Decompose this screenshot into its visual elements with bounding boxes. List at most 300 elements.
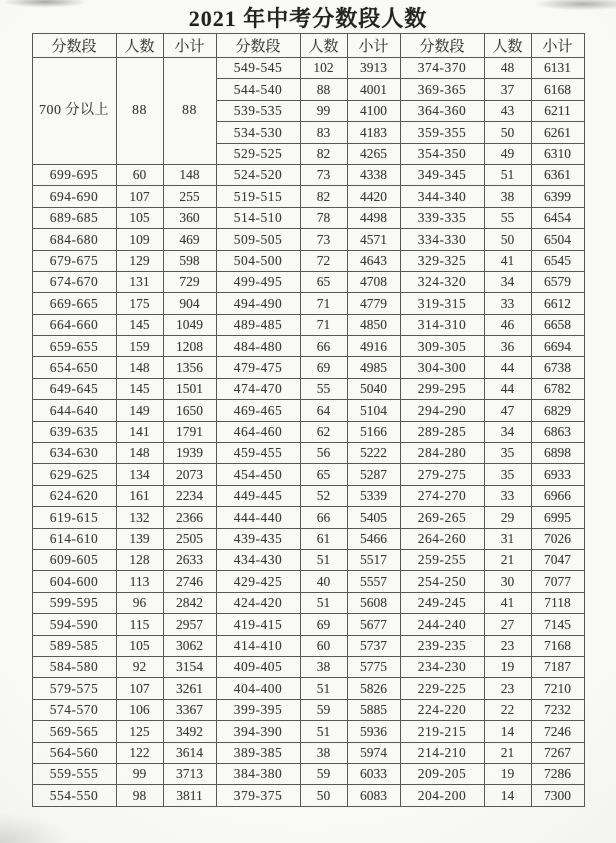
score-range-cell: 259-255 <box>400 549 484 570</box>
count-cell: 96 <box>116 592 163 613</box>
column-header: 分数段 <box>216 34 300 58</box>
subtotal-cell: 88 <box>163 58 216 165</box>
subtotal-cell: 6131 <box>531 58 584 79</box>
count-cell: 99 <box>300 100 347 121</box>
count-cell: 50 <box>484 122 531 143</box>
count-cell: 49 <box>484 143 531 164</box>
count-cell: 88 <box>300 79 347 100</box>
table-row <box>32 186 584 207</box>
subtotal-cell: 2842 <box>163 592 216 613</box>
table-row <box>32 464 584 485</box>
score-range-cell: 249-245 <box>400 592 484 613</box>
subtotal-cell: 6898 <box>531 443 584 464</box>
subtotal-cell: 7118 <box>531 592 584 613</box>
subtotal-cell: 5557 <box>347 571 400 592</box>
count-cell: 145 <box>116 314 163 335</box>
subtotal-cell: 5936 <box>347 721 400 742</box>
count-cell: 115 <box>116 614 163 635</box>
count-cell: 122 <box>116 742 163 763</box>
subtotal-cell: 5287 <box>347 464 400 485</box>
table-row <box>32 314 584 335</box>
subtotal-cell: 7267 <box>531 742 584 763</box>
score-range-cell: 619-615 <box>32 507 116 528</box>
score-range-cell: 349-345 <box>400 164 484 185</box>
count-cell: 132 <box>116 507 163 528</box>
score-range-cell: 399-395 <box>216 699 300 720</box>
subtotal-cell: 7047 <box>531 549 584 570</box>
count-cell: 46 <box>484 314 531 335</box>
score-range-cell: 219-215 <box>400 721 484 742</box>
table-row <box>32 785 584 806</box>
score-range-cell: 434-430 <box>216 549 300 570</box>
score-range-cell: 204-200 <box>400 785 484 806</box>
table-row <box>32 271 584 292</box>
count-cell: 30 <box>484 571 531 592</box>
subtotal-cell: 6658 <box>531 314 584 335</box>
score-range-cell: 244-240 <box>400 614 484 635</box>
count-cell: 92 <box>116 656 163 677</box>
table-row <box>32 571 584 592</box>
count-cell: 149 <box>116 400 163 421</box>
subtotal-cell: 7246 <box>531 721 584 742</box>
count-cell: 29 <box>484 507 531 528</box>
subtotal-cell: 1356 <box>163 357 216 378</box>
subtotal-cell: 4571 <box>347 229 400 250</box>
count-cell: 134 <box>116 464 163 485</box>
count-cell: 105 <box>116 635 163 656</box>
subtotal-cell: 7077 <box>531 571 584 592</box>
score-range-cell: 389-385 <box>216 742 300 763</box>
score-range-cell: 674-670 <box>32 271 116 292</box>
score-range-cell: 549-545 <box>216 58 300 79</box>
score-range-cell: 324-320 <box>400 271 484 292</box>
table-body <box>32 58 584 807</box>
column-header: 人数 <box>116 34 163 58</box>
score-range-cell: 604-600 <box>32 571 116 592</box>
count-cell: 82 <box>300 186 347 207</box>
column-header: 小计 <box>347 34 400 58</box>
score-range-cell: 474-470 <box>216 378 300 399</box>
score-range-cell: 669-665 <box>32 293 116 314</box>
table-row <box>32 721 584 742</box>
score-range-cell: 319-315 <box>400 293 484 314</box>
count-cell: 50 <box>300 785 347 806</box>
count-cell: 14 <box>484 721 531 742</box>
subtotal-cell: 469 <box>163 229 216 250</box>
count-cell: 50 <box>484 229 531 250</box>
table-row <box>32 742 584 763</box>
score-range-cell: 439-435 <box>216 528 300 549</box>
count-cell: 62 <box>300 421 347 442</box>
score-range-cell: 269-265 <box>400 507 484 528</box>
count-cell: 109 <box>116 229 163 250</box>
score-range-cell: 234-230 <box>400 656 484 677</box>
count-cell: 43 <box>484 100 531 121</box>
column-header: 小计 <box>163 34 216 58</box>
count-cell: 107 <box>116 186 163 207</box>
score-range-cell: 459-455 <box>216 443 300 464</box>
subtotal-cell: 6399 <box>531 186 584 207</box>
score-range-cell: 659-655 <box>32 336 116 357</box>
count-cell: 60 <box>300 635 347 656</box>
subtotal-cell: 255 <box>163 186 216 207</box>
score-range-cell: 479-475 <box>216 357 300 378</box>
score-range-cell: 594-590 <box>32 614 116 635</box>
score-range-cell: 359-355 <box>400 122 484 143</box>
score-range-cell: 519-515 <box>216 186 300 207</box>
subtotal-cell: 904 <box>163 293 216 314</box>
score-range-cell: 369-365 <box>400 79 484 100</box>
subtotal-cell: 2957 <box>163 614 216 635</box>
count-cell: 145 <box>116 378 163 399</box>
subtotal-cell: 6966 <box>531 485 584 506</box>
count-cell: 64 <box>300 400 347 421</box>
count-cell: 69 <box>300 357 347 378</box>
score-range-cell: 469-465 <box>216 400 300 421</box>
table-row <box>32 656 584 677</box>
score-range-cell: 344-340 <box>400 186 484 207</box>
count-cell: 19 <box>484 763 531 784</box>
subtotal-cell: 4708 <box>347 271 400 292</box>
score-range-cell: 409-405 <box>216 656 300 677</box>
subtotal-cell: 3062 <box>163 635 216 656</box>
count-cell: 19 <box>484 656 531 677</box>
count-cell: 35 <box>484 464 531 485</box>
count-cell: 113 <box>116 571 163 592</box>
count-cell: 125 <box>116 721 163 742</box>
score-range-cell: 274-270 <box>400 485 484 506</box>
score-range-cell: 694-690 <box>32 186 116 207</box>
count-cell: 47 <box>484 400 531 421</box>
score-range-cell: 609-605 <box>32 549 116 570</box>
count-cell: 38 <box>300 656 347 677</box>
score-range-cell: 569-565 <box>32 721 116 742</box>
subtotal-cell: 7168 <box>531 635 584 656</box>
subtotal-cell: 4183 <box>347 122 400 143</box>
score-range-cell: 509-505 <box>216 229 300 250</box>
subtotal-cell: 6829 <box>531 400 584 421</box>
count-cell: 38 <box>484 186 531 207</box>
score-range-cell: 354-350 <box>400 143 484 164</box>
count-cell: 107 <box>116 678 163 699</box>
count-cell: 33 <box>484 485 531 506</box>
count-cell: 51 <box>300 592 347 613</box>
score-range-cell: 464-460 <box>216 421 300 442</box>
count-cell: 37 <box>484 79 531 100</box>
subtotal-cell: 7286 <box>531 763 584 784</box>
subtotal-cell: 4985 <box>347 357 400 378</box>
count-cell: 44 <box>484 357 531 378</box>
count-cell: 41 <box>484 250 531 271</box>
subtotal-cell: 3713 <box>163 763 216 784</box>
score-range-cell: 364-360 <box>400 100 484 121</box>
score-range-cell: 579-575 <box>32 678 116 699</box>
subtotal-cell: 6738 <box>531 357 584 378</box>
count-cell: 66 <box>300 507 347 528</box>
score-range-cell: 419-415 <box>216 614 300 635</box>
count-cell: 59 <box>300 699 347 720</box>
score-range-cell: 524-520 <box>216 164 300 185</box>
subtotal-cell: 5104 <box>347 400 400 421</box>
column-header: 分数段 <box>400 34 484 58</box>
subtotal-cell: 6310 <box>531 143 584 164</box>
subtotal-cell: 5040 <box>347 378 400 399</box>
subtotal-cell: 4338 <box>347 164 400 185</box>
subtotal-cell: 5677 <box>347 614 400 635</box>
subtotal-cell: 7145 <box>531 614 584 635</box>
count-cell: 34 <box>484 421 531 442</box>
score-range-cell: 304-300 <box>400 357 484 378</box>
subtotal-cell: 5405 <box>347 507 400 528</box>
score-range-cell: 624-620 <box>32 485 116 506</box>
score-range-cell: 684-680 <box>32 229 116 250</box>
count-cell: 48 <box>484 58 531 79</box>
score-range-cell: 649-645 <box>32 378 116 399</box>
score-range-cell: 494-490 <box>216 293 300 314</box>
score-range-cell: 639-635 <box>32 421 116 442</box>
count-cell: 106 <box>116 699 163 720</box>
score-range-cell: 414-410 <box>216 635 300 656</box>
subtotal-cell: 4100 <box>347 100 400 121</box>
count-cell: 34 <box>484 271 531 292</box>
count-cell: 71 <box>300 314 347 335</box>
score-range-cell: 454-450 <box>216 464 300 485</box>
score-range-cell: 254-250 <box>400 571 484 592</box>
page-title: 2021 年中考分数段人数 <box>188 6 428 31</box>
table-row <box>32 58 584 79</box>
subtotal-cell: 5339 <box>347 485 400 506</box>
count-cell: 71 <box>300 293 347 314</box>
count-cell: 55 <box>300 378 347 399</box>
subtotal-cell: 6545 <box>531 250 584 271</box>
subtotal-cell: 7210 <box>531 678 584 699</box>
score-range-cell: 239-235 <box>400 635 484 656</box>
count-cell: 72 <box>300 250 347 271</box>
score-range-cell: 644-640 <box>32 400 116 421</box>
count-cell: 23 <box>484 635 531 656</box>
score-range-cell: 574-570 <box>32 699 116 720</box>
subtotal-cell: 4001 <box>347 79 400 100</box>
count-cell: 69 <box>300 614 347 635</box>
score-range-cell: 529-525 <box>216 143 300 164</box>
count-cell: 60 <box>116 164 163 185</box>
score-range-cell: 679-675 <box>32 250 116 271</box>
count-cell: 73 <box>300 229 347 250</box>
count-cell: 131 <box>116 271 163 292</box>
subtotal-cell: 2073 <box>163 464 216 485</box>
subtotal-cell: 148 <box>163 164 216 185</box>
table-row <box>32 207 584 228</box>
subtotal-cell: 4643 <box>347 250 400 271</box>
count-cell: 141 <box>116 421 163 442</box>
subtotal-cell: 6261 <box>531 122 584 143</box>
subtotal-cell: 3154 <box>163 656 216 677</box>
merged-score-range-cell: 700 分以上 <box>32 58 116 165</box>
count-cell: 21 <box>484 742 531 763</box>
table-row <box>32 763 584 784</box>
score-range-cell: 224-220 <box>400 699 484 720</box>
count-cell: 78 <box>300 207 347 228</box>
score-range-cell: 504-500 <box>216 250 300 271</box>
subtotal-cell: 2366 <box>163 507 216 528</box>
count-cell: 14 <box>484 785 531 806</box>
score-range-cell: 299-295 <box>400 378 484 399</box>
subtotal-cell: 3913 <box>347 58 400 79</box>
subtotal-cell: 7026 <box>531 528 584 549</box>
score-range-cell: 589-585 <box>32 635 116 656</box>
table-row <box>32 635 584 656</box>
column-header: 小计 <box>531 34 584 58</box>
subtotal-cell: 4779 <box>347 293 400 314</box>
score-range-cell: 429-425 <box>216 571 300 592</box>
count-cell: 65 <box>300 271 347 292</box>
count-cell: 35 <box>484 443 531 464</box>
subtotal-cell: 4850 <box>347 314 400 335</box>
table-row <box>32 485 584 506</box>
subtotal-cell: 4420 <box>347 186 400 207</box>
score-range-cell: 404-400 <box>216 678 300 699</box>
score-range-cell: 394-390 <box>216 721 300 742</box>
subtotal-cell: 1939 <box>163 443 216 464</box>
table-row <box>32 699 584 720</box>
score-range-cell: 279-275 <box>400 464 484 485</box>
subtotal-cell: 6782 <box>531 378 584 399</box>
subtotal-cell: 6033 <box>347 763 400 784</box>
subtotal-cell: 6504 <box>531 229 584 250</box>
subtotal-cell: 6211 <box>531 100 584 121</box>
count-cell: 148 <box>116 357 163 378</box>
count-cell: 175 <box>116 293 163 314</box>
score-distribution-table <box>32 33 585 807</box>
table-row <box>32 549 584 570</box>
subtotal-cell: 5974 <box>347 742 400 763</box>
count-cell: 22 <box>484 699 531 720</box>
count-cell: 51 <box>300 549 347 570</box>
score-range-cell: 554-550 <box>32 785 116 806</box>
score-range-cell: 449-445 <box>216 485 300 506</box>
score-range-cell: 374-370 <box>400 58 484 79</box>
subtotal-cell: 6579 <box>531 271 584 292</box>
score-range-cell: 664-660 <box>32 314 116 335</box>
subtotal-cell: 6454 <box>531 207 584 228</box>
count-cell: 73 <box>300 164 347 185</box>
score-range-cell: 444-440 <box>216 507 300 528</box>
subtotal-cell: 6694 <box>531 336 584 357</box>
count-cell: 40 <box>300 571 347 592</box>
score-range-cell: 289-285 <box>400 421 484 442</box>
count-cell: 55 <box>484 207 531 228</box>
score-range-cell: 584-580 <box>32 656 116 677</box>
score-range-cell: 264-260 <box>400 528 484 549</box>
count-cell: 159 <box>116 336 163 357</box>
score-range-cell: 309-305 <box>400 336 484 357</box>
table-row <box>32 293 584 314</box>
subtotal-cell: 3261 <box>163 678 216 699</box>
count-cell: 44 <box>484 378 531 399</box>
subtotal-cell: 598 <box>163 250 216 271</box>
subtotal-cell: 3614 <box>163 742 216 763</box>
score-range-cell: 424-420 <box>216 592 300 613</box>
subtotal-cell: 5466 <box>347 528 400 549</box>
table-row <box>32 421 584 442</box>
count-cell: 27 <box>484 614 531 635</box>
count-cell: 161 <box>116 485 163 506</box>
count-cell: 23 <box>484 678 531 699</box>
subtotal-cell: 7300 <box>531 785 584 806</box>
count-cell: 56 <box>300 443 347 464</box>
score-range-cell: 284-280 <box>400 443 484 464</box>
subtotal-cell: 5826 <box>347 678 400 699</box>
subtotal-cell: 3811 <box>163 785 216 806</box>
count-cell: 102 <box>300 58 347 79</box>
score-range-cell: 629-625 <box>32 464 116 485</box>
table-row <box>32 614 584 635</box>
subtotal-cell: 7187 <box>531 656 584 677</box>
subtotal-cell: 5222 <box>347 443 400 464</box>
count-cell: 66 <box>300 336 347 357</box>
subtotal-cell: 6995 <box>531 507 584 528</box>
table-row <box>32 336 584 357</box>
count-cell: 61 <box>300 528 347 549</box>
subtotal-cell: 2746 <box>163 571 216 592</box>
score-range-cell: 689-685 <box>32 207 116 228</box>
subtotal-cell: 3492 <box>163 721 216 742</box>
count-cell: 38 <box>300 742 347 763</box>
subtotal-cell: 1049 <box>163 314 216 335</box>
score-range-cell: 654-650 <box>32 357 116 378</box>
count-cell: 51 <box>300 678 347 699</box>
table-row <box>32 164 584 185</box>
score-range-cell: 539-535 <box>216 100 300 121</box>
subtotal-cell: 6933 <box>531 464 584 485</box>
count-cell: 88 <box>116 58 163 165</box>
table-row <box>32 678 584 699</box>
table-row <box>32 592 584 613</box>
subtotal-cell: 2633 <box>163 549 216 570</box>
column-header: 人数 <box>484 34 531 58</box>
subtotal-cell: 5517 <box>347 549 400 570</box>
count-cell: 129 <box>116 250 163 271</box>
score-range-cell: 339-335 <box>400 207 484 228</box>
score-range-cell: 489-485 <box>216 314 300 335</box>
score-range-cell: 484-480 <box>216 336 300 357</box>
score-range-cell: 209-205 <box>400 763 484 784</box>
score-range-cell: 314-310 <box>400 314 484 335</box>
subtotal-cell: 5885 <box>347 699 400 720</box>
score-range-cell: 329-325 <box>400 250 484 271</box>
subtotal-cell: 4265 <box>347 143 400 164</box>
subtotal-cell: 4498 <box>347 207 400 228</box>
count-cell: 98 <box>116 785 163 806</box>
score-range-cell: 614-610 <box>32 528 116 549</box>
count-cell: 31 <box>484 528 531 549</box>
count-cell: 51 <box>484 164 531 185</box>
count-cell: 65 <box>300 464 347 485</box>
subtotal-cell: 1208 <box>163 336 216 357</box>
count-cell: 105 <box>116 207 163 228</box>
subtotal-cell: 3367 <box>163 699 216 720</box>
subtotal-cell: 6612 <box>531 293 584 314</box>
score-range-cell: 334-330 <box>400 229 484 250</box>
subtotal-cell: 2505 <box>163 528 216 549</box>
count-cell: 83 <box>300 122 347 143</box>
score-range-cell: 384-380 <box>216 763 300 784</box>
count-cell: 36 <box>484 336 531 357</box>
subtotal-cell: 6361 <box>531 164 584 185</box>
subtotal-cell: 1650 <box>163 400 216 421</box>
count-cell: 52 <box>300 485 347 506</box>
table-row <box>32 229 584 250</box>
